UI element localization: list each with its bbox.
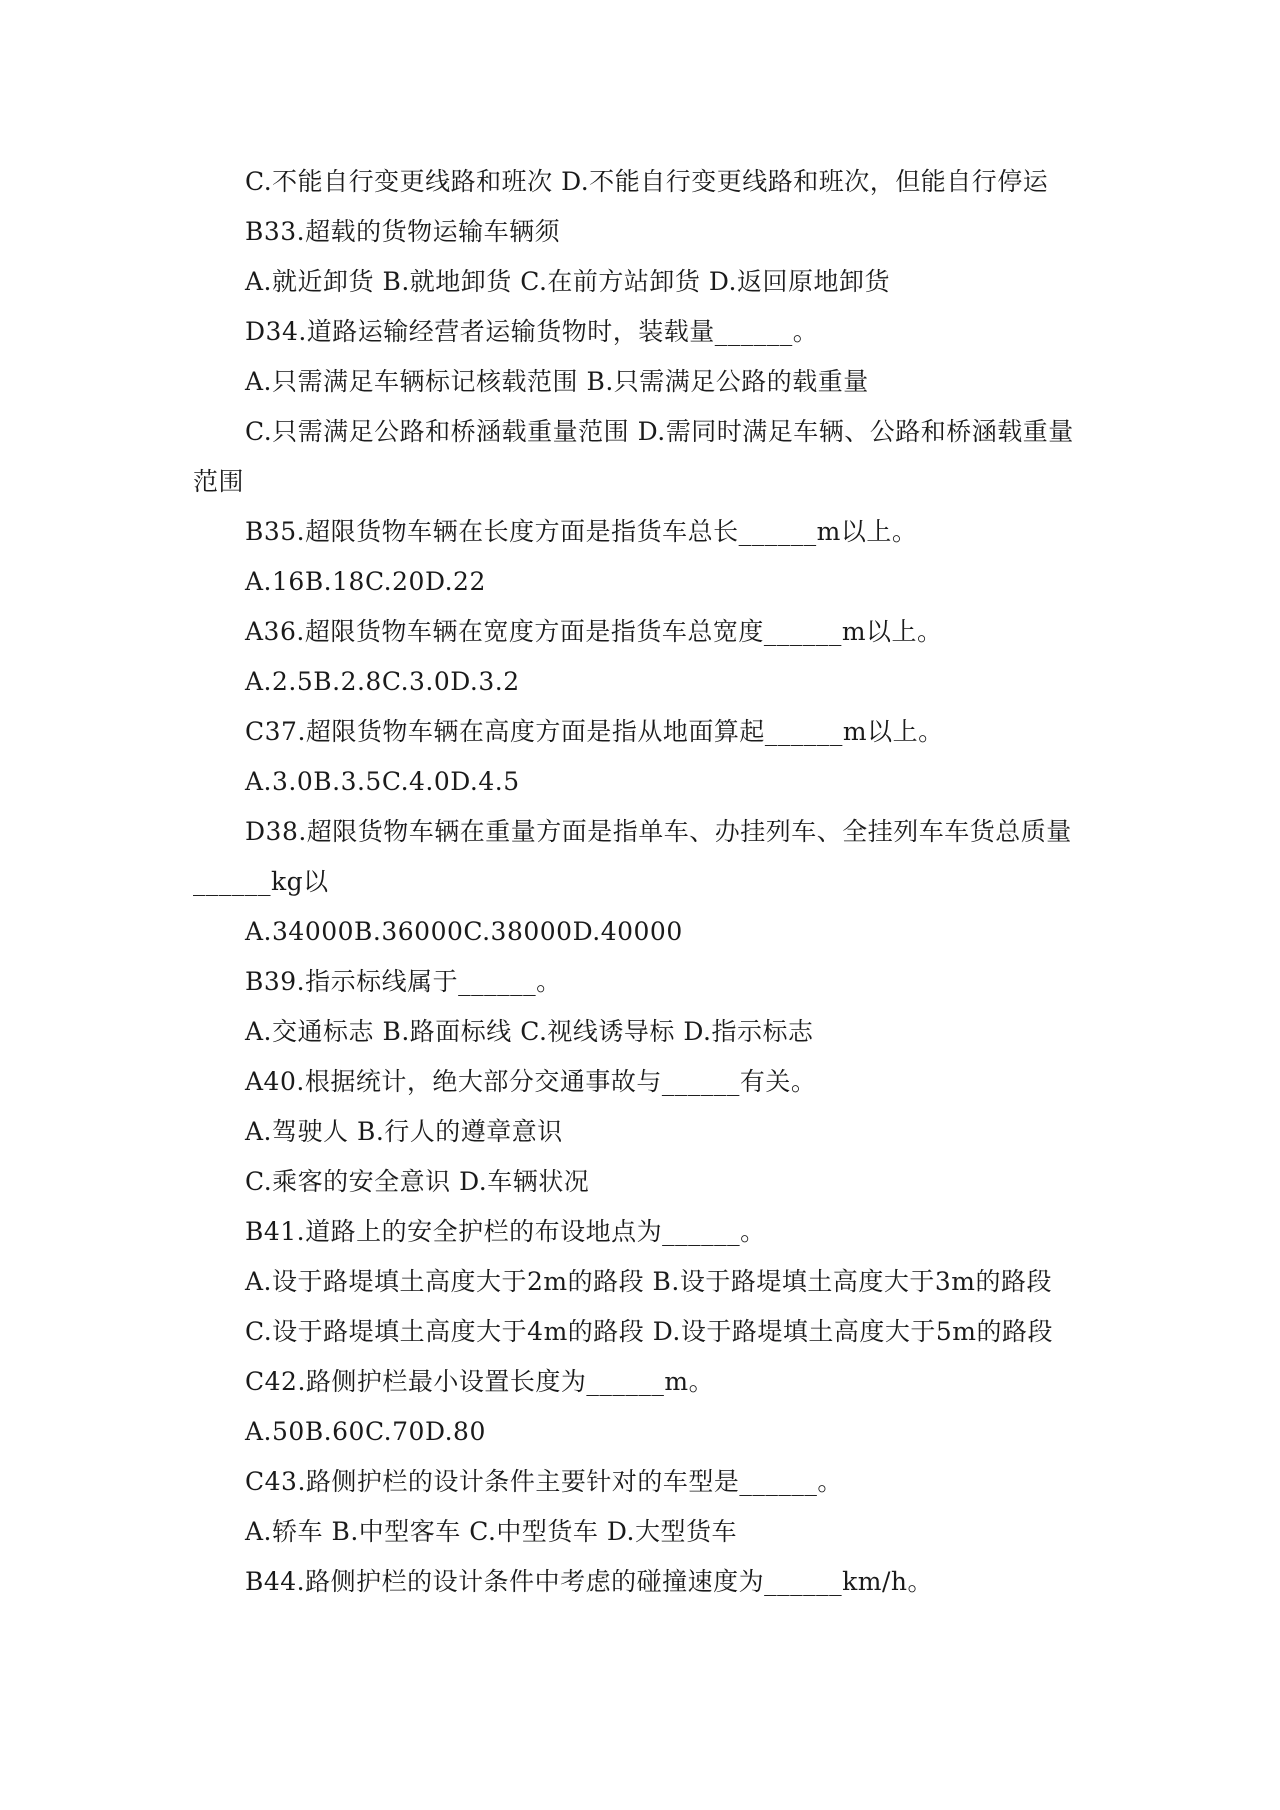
options-35: A.16B.18C.20D.22 [245,567,486,596]
options-37: A.3.0B.3.5C.4.0D.4.5 [245,767,520,796]
question-34: D34.道路运输经营者运输货物时，装载量______。 [245,317,819,346]
question-38-continued: ______kg以 [193,867,329,896]
question-40: A40.根据统计，绝大部分交通事故与______有关。 [245,1067,817,1096]
options-41-ab: A.设于路堤填土高度大于2m的路段 B.设于路堤填土高度大于3m的路段 [245,1267,1052,1296]
question-35: B35.超限货物车辆在长度方面是指货车总长______m以上。 [245,517,918,546]
options-34-ab: A.只需满足车辆标记核载范围 B.只需满足公路的载重量 [245,367,869,396]
options-40-ab: A.驾驶人 B.行人的遵章意识 [245,1117,563,1146]
question-38: D38.超限货物车辆在重量方面是指单车、办挂列车、全挂列车车货总质量 [245,817,1072,846]
document-body [193,157,1091,1607]
options-38: A.34000B.36000C.38000D.40000 [245,917,683,946]
question-44: B44.路侧护栏的设计条件中考虑的碰撞速度为______km/h。 [245,1567,934,1596]
question-33: B33.超载的货物运输车辆须 [245,217,561,246]
text-line: C.不能自行变更线路和班次 D.不能自行变更线路和班次，但能自行停运 [245,167,1049,196]
options-43: A.轿车 B.中型客车 C.中型货车 D.大型货车 [245,1517,737,1546]
options-41-cd: C.设于路堤填土高度大于4m的路段 D.设于路堤填土高度大于5m的路段 [245,1317,1053,1346]
question-39: B39.指示标线属于______。 [245,967,562,996]
options-39: A.交通标志 B.路面标线 C.视线诱导标 D.指示标志 [245,1017,814,1046]
question-43: C43.路侧护栏的设计条件主要针对的车型是______。 [245,1467,843,1496]
options-34-cd: C.只需满足公路和桥涵载重量范围 D.需同时满足车辆、公路和桥涵载重量 [245,417,1074,446]
question-41: B41.道路上的安全护栏的布设地点为______。 [245,1217,766,1246]
question-36: A36.超限货物车辆在宽度方面是指货车总宽度______m以上。 [245,617,943,646]
question-42: C42.路侧护栏最小设置长度为______m。 [245,1367,715,1396]
question-37: C37.超限货物车辆在高度方面是指从地面算起______m以上。 [245,717,944,746]
options-33: A.就近卸货 B.就地卸货 C.在前方站卸货 D.返回原地卸货 [245,267,890,296]
options-40-cd: C.乘客的安全意识 D.车辆状况 [245,1167,590,1196]
options-36: A.2.5B.2.8C.3.0D.3.2 [245,667,520,696]
options-42: A.50B.60C.70D.80 [245,1417,486,1446]
options-34-cd-continued: 范围 [193,467,245,496]
